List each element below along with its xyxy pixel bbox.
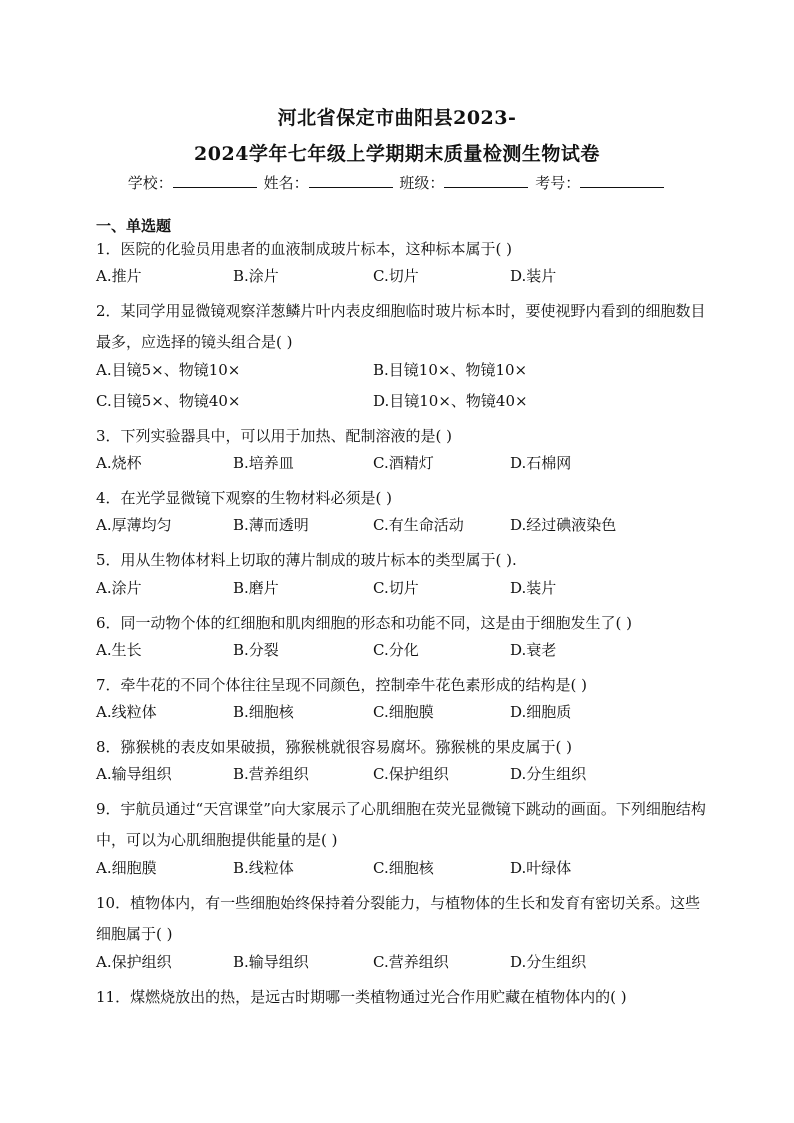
question-4-stem: 4．在光学显微镜下观察的生物材料必须是( ) (96, 489, 393, 507)
question-7-option-c: C.细胞膜 (373, 703, 434, 721)
question-11-stem: 11．煤燃烧放出的热，是远古时期哪一类植物通过光合作用贮藏在植物体内的( ) (96, 988, 627, 1006)
question-10-stem: 10．植物体内，有一些细胞始终保持着分裂能力，与植物体的生长和发育有密切关系。这些细胞属于( ) (96, 894, 701, 943)
question-9-option-a: A.细胞膜 (96, 859, 157, 877)
question-2-option-d: D.目镜10×、物镜40× (373, 392, 528, 410)
question-10-option-b: B.输导组织 (233, 953, 309, 971)
class-label: 班级： (399, 174, 445, 192)
question-6-option-b: B.分裂 (233, 641, 279, 659)
question-9-option-c: C.细胞核 (373, 859, 434, 877)
question-6-option-a: A.生长 (96, 641, 142, 659)
question-3-option-b: B.培养皿 (233, 454, 294, 472)
question-2-option-c: C.目镜5×、物镜40× (96, 392, 241, 410)
question-6-options (96, 639, 706, 670)
question-2-option-b: B.目镜10×、物镜10× (373, 361, 528, 379)
exam-no-label: 考号： (535, 174, 581, 192)
question-4-options (96, 514, 706, 545)
exam-title-line1: 河北省保定市曲阳县2023- (277, 107, 517, 129)
question-6-option-d: D.衰老 (510, 641, 557, 659)
exam-no-blank (580, 173, 664, 188)
question-3-options (96, 452, 706, 483)
question-9-options (96, 857, 706, 888)
question-5-option-c: C.切片 (373, 579, 419, 597)
question-7-options (96, 701, 706, 732)
question-2-options-row1 (96, 359, 706, 390)
question-10-option-c: C.营养组织 (373, 953, 449, 971)
question-5-stem: 5．用从生物体材料上切取的薄片制成的玻片标本的类型属于( ). (96, 551, 517, 569)
question-5-options (96, 577, 706, 608)
question-3-option-a: A.烧杯 (96, 454, 142, 472)
question-1-option-a: A.推片 (96, 267, 142, 285)
exam-title-line2: 2024学年七年级上学期期末质量检测生物试卷 (194, 143, 600, 165)
question-10-option-a: A.保护组织 (96, 953, 172, 971)
question-4-option-d: D.经过碘液染色 (510, 516, 617, 534)
question-6-option-c: C.分化 (373, 641, 419, 659)
question-4-option-a: A.厚薄均匀 (96, 516, 172, 534)
question-9-stem: 9．宇航员通过“天宫课堂”向大家展示了心肌细胞在荧光显微镜下跳动的画面。下列细胞结构中，可以为心肌细胞提供能量的是( ) (96, 800, 706, 849)
question-1-options (96, 265, 706, 296)
question-8-option-d: D.分生组织 (510, 765, 587, 783)
question-1-option-c: C.切片 (373, 267, 419, 285)
question-1-stem: 1．医院的化验员用患者的血液制成玻片标本，这种标本属于( ) (96, 240, 513, 258)
student-info-row (0, 172, 794, 193)
question-4-option-b: B.薄而透明 (233, 516, 309, 534)
question-3-option-c: C.酒精灯 (373, 454, 434, 472)
question-8-option-a: A.输导组织 (96, 765, 172, 783)
question-9-option-b: B.线粒体 (233, 859, 294, 877)
question-8-options (96, 763, 706, 794)
question-3-stem: 3．下列实验器具中，可以用于加热、配制溶液的是( ) (96, 427, 453, 445)
question-2-options-row2 (96, 390, 706, 421)
question-8-option-c: C.保护组织 (373, 765, 449, 783)
question-8-stem: 8．猕猴桃的表皮如果破损，猕猴桃就很容易腐坏。猕猴桃的果皮属于( ) (96, 738, 573, 756)
question-5-option-b: B.磨片 (233, 579, 279, 597)
question-4-option-c: C.有生命活动 (373, 516, 464, 534)
question-2-option-a: A.目镜5×、物镜10× (96, 361, 241, 379)
name-label: 姓名： (263, 174, 309, 192)
school-blank (173, 173, 257, 188)
question-7-option-d: D.细胞质 (510, 703, 572, 721)
question-7-option-b: B.细胞核 (233, 703, 294, 721)
name-blank (309, 173, 393, 188)
question-9-option-d: D.叶绿体 (510, 859, 572, 877)
question-1-option-d: D.装片 (510, 267, 557, 285)
question-3-option-d: D.石棉网 (510, 454, 572, 472)
question-7-option-a: A.线粒体 (96, 703, 157, 721)
question-10-options (96, 951, 706, 982)
question-2-stem: 2．某同学用显微镜观察洋葱鳞片叶内表皮细胞临时玻片标本时，要使视野内看到的细胞数目最多，应选择的镜头组合是( ) (96, 302, 706, 351)
question-5-option-d: D.装片 (510, 579, 557, 597)
question-1-option-b: B.涂片 (233, 267, 279, 285)
question-5-option-a: A.涂片 (96, 579, 142, 597)
class-blank (444, 173, 528, 188)
question-8-option-b: B.营养组织 (233, 765, 309, 783)
question-10-option-d: D.分生组织 (510, 953, 587, 971)
section-heading: 一、单选题 (96, 217, 172, 235)
question-6-stem: 6．同一动物个体的红细胞和肌肉细胞的形态和功能不同，这是由于细胞发生了( ) (96, 614, 633, 632)
question-7-stem: 7．牵牛花的不同个体往往呈现不同颜色，控制牵牛花色素形成的结构是( ) (96, 676, 588, 694)
school-label: 学校： (127, 174, 173, 192)
